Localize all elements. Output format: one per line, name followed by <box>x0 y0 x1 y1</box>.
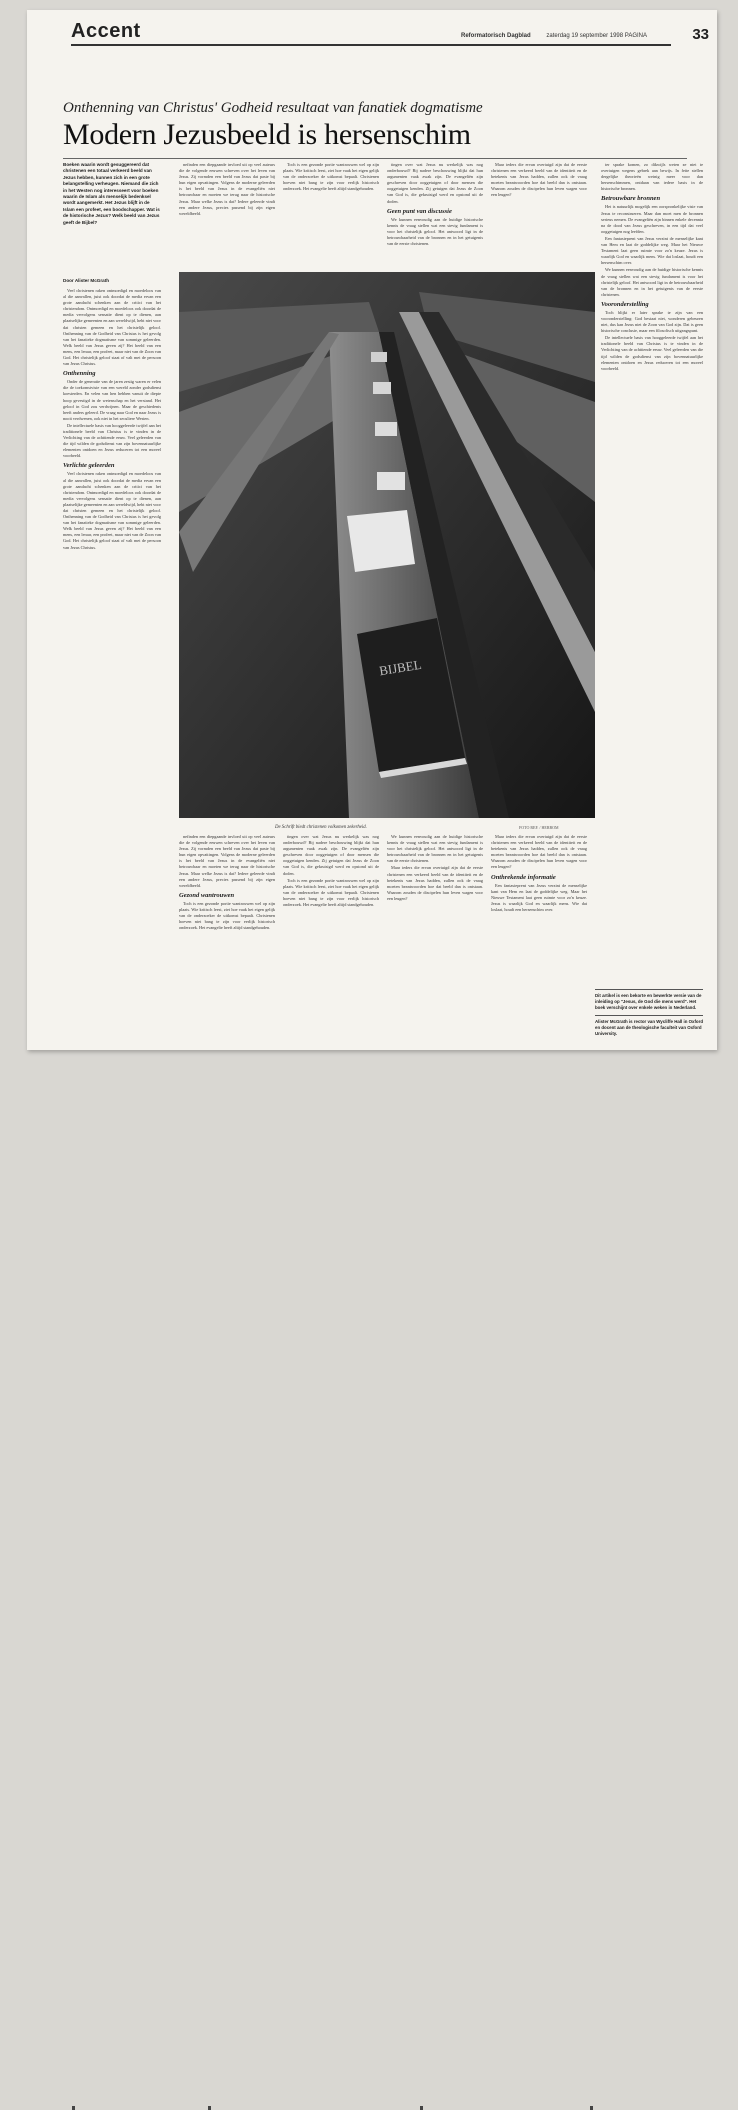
paragraph: Toch is een gezonde portie wantrouwen wel op zijn plaats. Wie kritisch leest, ziet hoe vaak het eigen gelijk van de onderzoeker de uitkomst bepaalt. Christenen hoeven niet bang te zijn voor eerlijk historisch onderzoek. Het evangelie heeft altijd standgehouden. <box>283 162 379 192</box>
subheading: Betrouwbare bronnen <box>601 195 661 203</box>
paper-name: Reformatorisch Dagblad <box>461 33 531 39</box>
headline-rule <box>63 158 687 159</box>
subheading: Gezond wantrouwen <box>179 891 235 899</box>
small-book <box>377 472 405 490</box>
byline: Door Alister McGrath <box>63 278 110 283</box>
text-column-2-top <box>179 162 275 268</box>
paragraph: We kunnen eenvoudig aan de huidige historische kennis de vraag stellen wat een stevig fundament is voor het christelijk geloof. Het antwoord ligt in de betrouwbaarheid van de bronnen en in het getuigenis van de eerste christenen. <box>387 834 483 864</box>
paragraph: Veel christenen raken ontmoedigd en moedeloos van al die aanvallen, juist ook doordat de media ervan een grote aandacht schenken aan de critici van het christendom. Ontmoedigd en moedeloos ook doordat de media vervolgens sensatie dient op te dienen, aan plaatselijke gemeenten en aan wereldwijd, hebt niet voor dat christen gemeen en het christelijk geloof. Onthenning van de Godheid van Christus is het gevolg van het fanatieke dogmatisme van sommige geleerden. Welk beeld van Jezus geven zij? Het beeld van een mens, een leraar, een profeet, maar niet van de Zoon van God. Het christelijk geloof staat of valt met de persoon van Jezus Christus. <box>63 471 161 550</box>
page-label: PAGINA <box>624 33 647 39</box>
divider <box>595 1015 703 1016</box>
text-column-3-bottom <box>283 834 379 1040</box>
bible-title: BIJBEL <box>378 656 423 679</box>
text-column-6 <box>601 162 703 980</box>
paragraph: tingen over wat Jezus nu werkelijk was nog onderbouwd? Bij nadere beschouwing blijkt dat hun argumenten vaak zwak zijn. De evangeliën zijn geschreven door ooggetuigen of door mensen die ooggetuigen kenden. Zij getuigen dat Jezus de Zoon van God is, die gekruisigd werd en opstond uit de doden. <box>283 834 379 876</box>
text-column-4-top <box>387 162 483 268</box>
registration-mark <box>72 2106 75 2110</box>
paragraph: De intellectuele basis van hooggeleerde twijfel aan het traditionele beeld van Christus is te vinden in de Verlichting van de achttiende eeuw. Veel geleerden van die tijd wilden de godsdienst van zijn bovennatuurlijke elementen ontdoen en Jezus reduceren tot een moreel voorbeeld. <box>601 335 703 371</box>
paragraph: nefinden een diepgaande invloed uit op veel auteurs die de volgende eeuwen schreven over het leven van Jezus. Zij vormden een beeld van Jezus dat paste bij hun eigen opvattingen. Volgens de moderne geleerden is het beeld van Jezus in de evangeliën niet betrouwbaar en moeten we terug naar de historische Jezus. Maar welke Jezus is dat? Iedere geleerde vindt een andere Jezus, precies passend bij zijn eigen wereldbeeld. <box>179 162 275 216</box>
page-margin-bottom <box>0 1046 738 1068</box>
paragraph: Toch is een gezonde portie wantrouwen wel op zijn plaats. Wie kritisch leest, ziet hoe vaak het eigen gelijk van de onderzoeker de uitkomst bepaalt. Christenen hoeven niet bang te zijn voor eerlijk historisch onderzoek. Het evangelie heeft altijd standgehouden. <box>179 900 275 931</box>
paragraph: Maar ieders die ervan overtuigd zijn dat de eerste christenen een verkeerd beeld van de identiteit en de betekenis van Jezus hadden, zullen ook de vraag moeten beantwoorden hoe dat beeld dan is ontstaan. Waarom zouden de discipelen hun leven wagen voor een leugen? <box>491 834 587 870</box>
paragraph: De intellectuele basis van hooggeleerde twijfel aan het traditionele beeld van Christus is te vinden in de Verlichting van de achttiende eeuw. Veel geleerden van die tijd wilden de godsdienst van zijn bovennatuurlijke elementen ontdoen en Jezus reduceren tot een moreel voorbeeld. <box>63 422 161 459</box>
registration-mark <box>590 2106 593 2110</box>
registration-mark <box>420 2106 423 2110</box>
text-column-5-top <box>491 162 587 268</box>
masthead-info <box>461 33 647 39</box>
article-photo <box>179 272 595 818</box>
text-column-2-bottom <box>179 834 275 1040</box>
author-note-2: Alister McGrath is rector van Wycliffe Hall in Oxford en docent aan de theologische faculteit van Oxford University. <box>595 1018 704 1037</box>
paragraph: Maar ieders die ervan overtuigd zijn dat de eerste christenen een verkeerd beeld van de identiteit en de betekenis van Jezus hadden, zullen ook de vraag moeten beantwoorden hoe dat beeld dan is ontstaan. Waarom zouden de discipelen hun leven wagen voor een leugen? <box>491 162 587 198</box>
article-kicker: Onthenning van Christus' Godheid resultaat van fanatiek dogmatisme <box>63 100 483 116</box>
paragraph: We kunnen eenvoudig aan de huidige historische kennis de vraag stellen wat een stevig fundament is voor het christelijk geloof. Het antwoord ligt in de betrouwbaarheid van de bronnen en in het getuigenis van de eerste christenen. <box>387 216 483 247</box>
newspaper-page <box>27 10 717 1050</box>
paragraph: ter sprake komen, zo dikwijls weten ze niet te overtuigen wegens gebrek aan bewijs. In feite stellen dergelijke theorieën weinig meer voor dan hersenschimmen, ontdaan van iedere basis in de historische bronnen. <box>601 162 703 192</box>
paragraph: nefinden een diepgaande invloed uit op veel auteurs die de volgende eeuwen schreven over het leven van Jezus. Zij vormden een beeld van Jezus dat paste bij hun eigen opvattingen. Volgens de moderne geleerden is het beeld van Jezus in de evangeliën niet betrouwbaar en moeten we terug naar de historische Jezus. Maar welke Jezus is dat? Iedere geleerde vindt een andere Jezus, precies passend bij zijn eigen wereldbeeld. <box>179 834 275 888</box>
subheading: Vooronderstelling <box>601 300 649 308</box>
small-book <box>371 352 387 362</box>
article-intro: Boeken waarin wordt gesuggereerd dat christenen een totaal verkeerd beeld van Jezus hebben, kunnen zich in een grote belangstelling verheugen. Niemand die zich in het Westen nog interesseert voor boeken waarin de Islam als menselijk bedenksel wordt aangemerkt. Het Jezus blijft in de Islam een profeet, een boodschapper. Wat is de historische Jezus? Welk beeld van Jezus geeft de Bijbel? <box>63 162 160 225</box>
paragraph: Een fantasieprent van Jezus verzint de menselijke kant van Hem en laat de goddelijke weg. Maar het Nieuwe Testament laat geen ruimte voor zo'n keuze. Jezus is waarlijk God en waarlijk mens. Wie dat loslaat, houdt een hersenschim over. <box>601 235 703 266</box>
paragraph: Het is natuurlijk mogelijk een oorspronkelijke visie van Jezus te reconstrueren. Maar dan moet men de bronnen serieus nemen. De evangeliën zijn binnen enkele decennia na de dood van Jezus geschreven, in een tijd dat veel ooggetuigen nog leefden. <box>601 204 703 234</box>
article-headline: Modern Jezusbeeld is hersenschim <box>63 118 471 151</box>
book <box>347 510 415 572</box>
photo-caption: De Schrift biedt christenen volkomen zekerheid. <box>275 825 367 830</box>
paragraph: Toch blijkt er later sprake te zijn van een vooronderstelling: God bestaat niet, wonderen gebeuren niet, dus kan Jezus niet de Zoon van God zijn. Dat is geen historische conclusie, maar een filosofisch uitgangspunt. <box>601 309 703 334</box>
paragraph: tingen over wat Jezus nu werkelijk was nog onderbouwd? Bij nadere beschouwing blijkt dat hun argumenten vaak zwak zijn. De evangeliën zijn geschreven door ooggetuigen of door mensen die ooggetuigen kenden. Zij getuigen dat Jezus de Zoon van God is, die gekruisigd werd en opstond uit de doden. <box>387 162 483 204</box>
paragraph: Onder de generatie van de jaren zestig waren er velen die de toekomstvisie van een wereld zonder godsdienst koesterden. En velen van hen hebben vanuit de diepte hoop gevestigd in de wetenschap en het verstand. Het geloof in God zou verdwijnen. Maar de geschiedenis heeft anders geleerd. De vraag naar God en naar Jezus is nooit verdwenen, ook niet in het seculiere Westen. <box>63 379 161 421</box>
issue-date: zaterdag 19 september 1998 <box>546 33 624 39</box>
masthead <box>27 10 717 46</box>
church-pews-photo <box>179 272 595 818</box>
author-note-box <box>595 986 703 1037</box>
paragraph: Maar ieders die ervan overtuigd zijn dat de eerste christenen een verkeerd beeld van de identiteit en de betekenis van Jezus hadden, zullen ook de vraag moeten beantwoorden hoe dat beeld dan is ontstaan. Waarom zouden de discipelen hun leven wagen voor een leugen? <box>387 865 483 901</box>
photo-credit: FOTO REF. / HERBOM <box>519 825 559 830</box>
subheading: Onthrekende informatie <box>491 873 556 881</box>
paragraph: Een fantasieprent van Jezus verzint de menselijke kant van Hem en laat de goddelijke weg. Maar het Nieuwe Testament laat geen ruimte voor zo'n keuze. Jezus is waarlijk God en waarlijk mens. Wie dat loslaat, houdt een hersenschim over. <box>491 882 587 912</box>
subheading: Verlichte geleerden <box>63 462 115 470</box>
author-note-1: Dit artikel is een bekorte en bewerkte versie van de inleiding op "Jesus, de God die mens werd". Het boek verschijnt over enkele weken in Nederland. <box>595 993 702 1011</box>
text-column-1 <box>63 288 161 1040</box>
small-book <box>375 422 397 436</box>
page-number: 33 <box>692 26 709 43</box>
section-title: Accent <box>71 20 141 42</box>
subheading: Geen punt van discussie <box>387 207 452 215</box>
small-book <box>373 382 391 394</box>
paragraph: Toch is een gezonde portie wantrouwen wel op zijn plaats. Wie kritisch leest, ziet hoe vaak het eigen gelijk van de onderzoeker de uitkomst bepaalt. Christenen hoeven niet bang te zijn voor eerlijk historisch onderzoek. Het evangelie heeft altijd standgehouden. <box>283 877 379 908</box>
text-column-4-bottom <box>387 834 483 1040</box>
text-column-5-bottom <box>491 834 587 1040</box>
paragraph: We kunnen eenvoudig aan de huidige historische kennis de vraag stellen wat een stevig fundament is voor het christelijk geloof. Het antwoord ligt in de betrouwbaarheid van de bronnen en in het getuigenis van de eerste christenen. <box>601 267 703 297</box>
divider <box>595 989 703 990</box>
subheading: Onthenning <box>63 370 96 378</box>
masthead-rule <box>71 44 671 46</box>
registration-mark <box>208 2106 211 2110</box>
text-column-3-top <box>283 162 379 268</box>
paragraph: Veel christenen raken ontmoedigd en moedeloos van al die aanvallen, juist ook doordat de media ervan een grote aandacht schenken aan de critici van het christendom. Ontmoedigd en moedeloos ook doordat de media vervolgens sensatie dient op te dienen, aan plaatselijke gemeenten en aan wereldwijd, hebt niet voor dat christen gemeen en het christelijk geloof. Onthenning van de Godheid van Christus is het gevolg van het fanatieke dogmatisme van sommige geleerden. Welk beeld van Jezus geven zij? Het beeld van een mens, een leraar, een profeet, maar niet van de Zoon van God. Het christelijk geloof staat of valt met de persoon van Jezus Christus. <box>63 288 161 367</box>
